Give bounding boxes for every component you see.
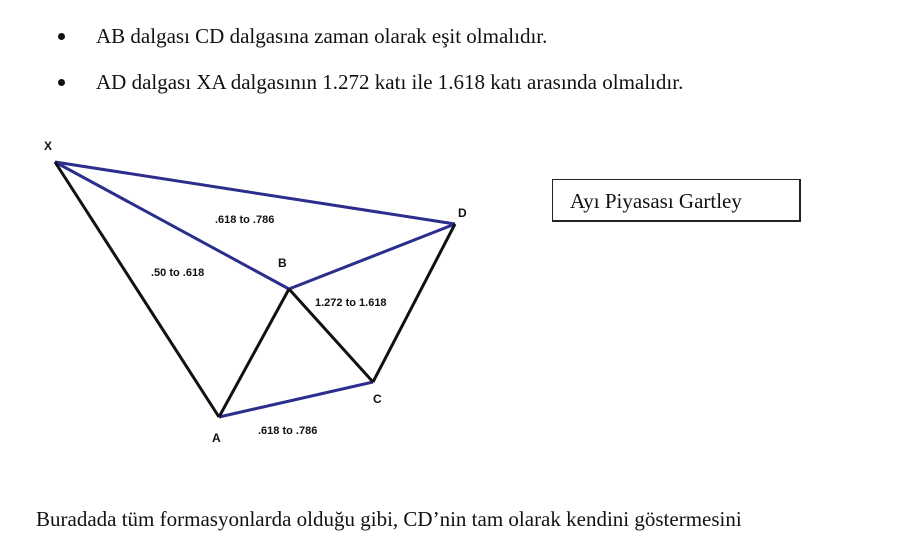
ratio-label-xb: .50 to .618 <box>151 267 205 279</box>
leg-a-c <box>219 382 373 417</box>
pattern-title-box: Ayı Piyasası Gartley <box>552 179 801 222</box>
ratio-label-ac: .618 to .786 <box>258 425 318 437</box>
ratio-label-xd: .618 to .786 <box>215 214 275 226</box>
leg-b-d <box>289 224 455 289</box>
point-label-d: D <box>458 206 467 220</box>
leg-a-b <box>219 289 289 417</box>
footer-paragraph: Buradada tüm formasyonlarda olduğu gibi, CD’nin tam olarak kendini göstermesini <box>36 507 742 531</box>
point-label-c: C <box>373 392 382 406</box>
point-label-x: X <box>44 139 53 153</box>
bullet-text: AB dalgası CD dalgasına zaman olarak eşit olmalıdır. <box>96 24 548 48</box>
point-label-a: A <box>212 431 221 445</box>
ratio-label-bc: 1.272 to 1.618 <box>315 297 387 309</box>
point-label-b: B <box>278 256 287 270</box>
bullet-text: AD dalgası XA dalgasının 1.272 katı ile 1.618 katı arasında olmalıdır. <box>96 70 684 94</box>
leg-x-a <box>55 162 219 417</box>
